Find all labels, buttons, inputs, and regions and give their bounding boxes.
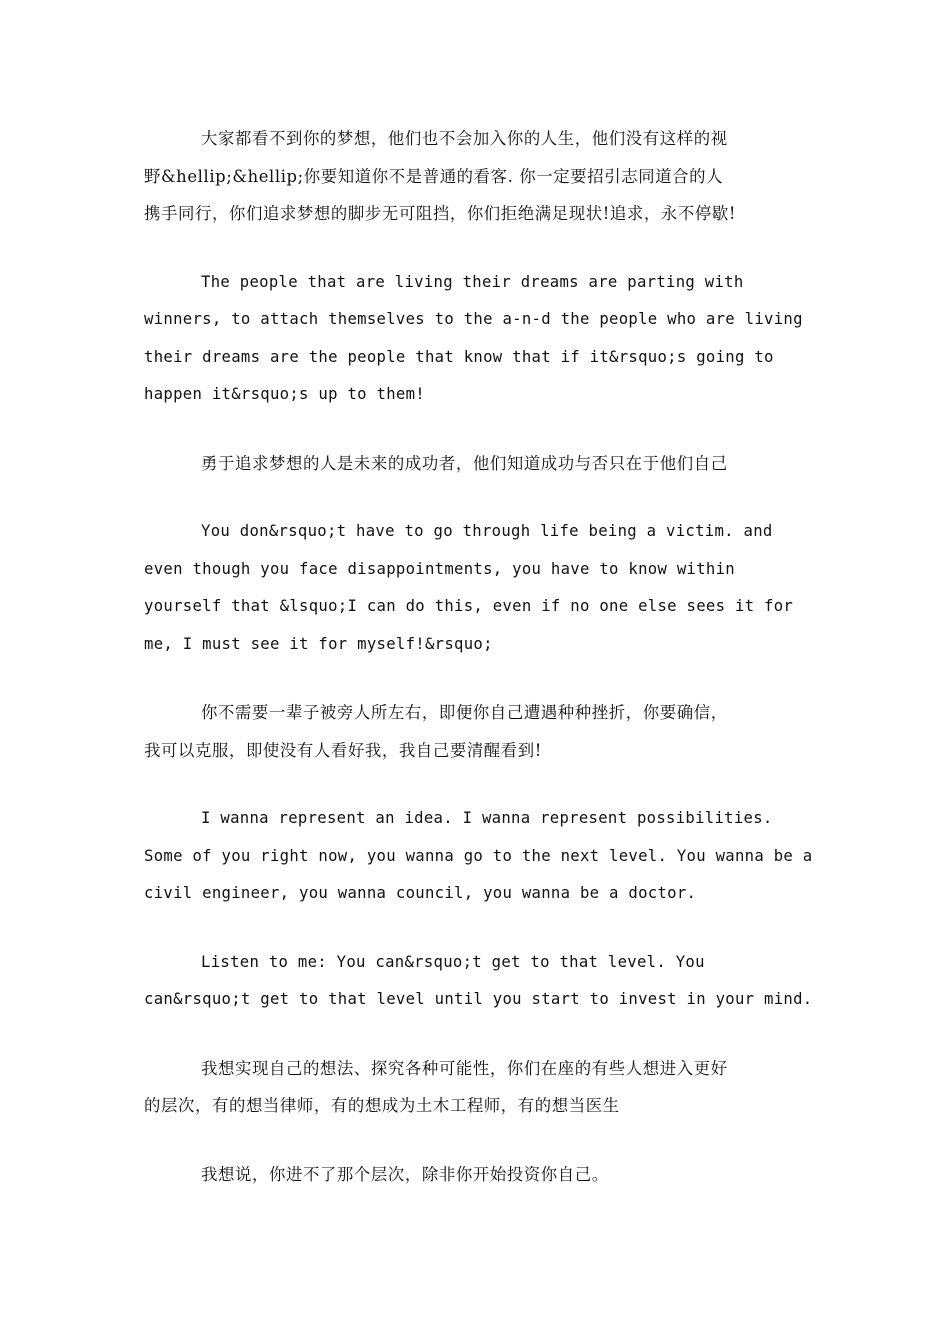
- paragraph-line: The people that are living their dreams are parting with: [201, 272, 744, 291]
- paragraph-line: 勇于追求梦想的人是未来的成功者，他们知道成功与否只在于他们自己: [201, 453, 728, 473]
- paragraph-line: civil engineer, you wanna council, you wanna be a doctor.: [144, 884, 697, 902]
- paragraph-line: their dreams are the people that know that if it&rsquo;s going to: [144, 347, 774, 366]
- paragraph-9: [144, 1156, 820, 1194]
- paragraph-1: [144, 120, 820, 233]
- paragraph-line: me, I must see it for myself!&rsquo;: [144, 634, 493, 653]
- paragraph-5: [144, 694, 820, 769]
- paragraph-line: 你不需要一辈子被旁人所左右，即便你自己遭遇种种挫折，你要确信，: [201, 703, 728, 722]
- paragraph-4: [144, 513, 820, 663]
- paragraph-line: yourself that &lsquo;I can do this, even if no one else sees it for: [144, 597, 794, 615]
- paragraph-3: [144, 445, 820, 483]
- paragraph-line: 野&hellip;&hellip;你要知道你不是普通的看客. 你一定要招引志同道合的人: [144, 166, 724, 186]
- paragraph-line: Listen to me: You can&rsquo;t get to that level. You: [201, 952, 705, 971]
- paragraph-6: [144, 800, 820, 913]
- paragraph-line: 携手同行，你们追求梦想的脚步无可阻挡，你们拒绝满足现状!追求，永不停歇!: [144, 204, 737, 223]
- paragraph-line: You don&rsquo;t have to go through life being a victim. and: [201, 522, 773, 540]
- paragraph-8: [144, 1050, 820, 1125]
- paragraph-7: [144, 944, 820, 1019]
- paragraph-line: 的层次，有的想当律师，有的想成为土木工程师，有的想当医生: [144, 1096, 620, 1115]
- paragraph-line: 我想说，你进不了那个层次，除非你开始投资你自己。: [201, 1164, 609, 1184]
- paragraph-line: 我想实现自己的想法、探究各种可能性，你们在座的有些人想进入更好: [201, 1058, 728, 1078]
- paragraph-line: winners, to attach themselves to the a-n-d the people who are living: [144, 310, 803, 328]
- paragraph-line: happen it&rsquo;s up to them!: [144, 385, 425, 403]
- paragraph-2: [144, 264, 820, 414]
- paragraph-line: I wanna represent an idea. I wanna represent possibilities.: [201, 809, 773, 827]
- paragraph-line: 我可以克服，即使没有人看好我，我自己要清醒看到!: [144, 740, 542, 760]
- paragraph-line: even though you face disappointments, you have to know within: [144, 559, 735, 578]
- paragraph-line: can&rsquo;t get to that level until you start to invest in your mind.: [144, 990, 813, 1008]
- paragraph-line: Some of you right now, you wanna go to the next level. You wanna be a: [144, 846, 813, 865]
- paragraph-line: 大家都看不到你的梦想，他们也不会加入你的人生，他们没有这样的视: [201, 129, 728, 148]
